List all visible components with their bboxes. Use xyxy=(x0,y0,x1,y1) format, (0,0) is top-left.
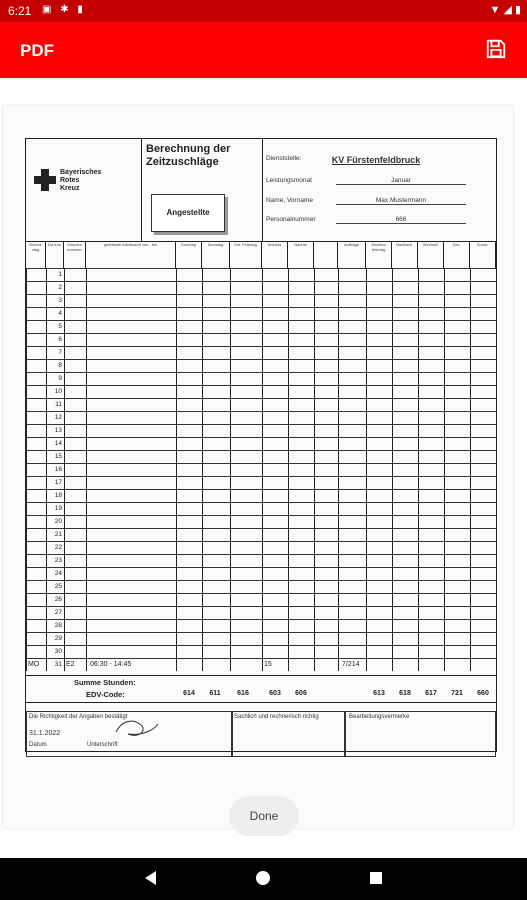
unterschrift-label: Unterschrift xyxy=(87,742,118,748)
done-button[interactable]: Done xyxy=(229,796,299,836)
pdf-page xyxy=(3,106,513,828)
column-header xyxy=(314,242,338,268)
summary-rows xyxy=(26,675,496,703)
image-icon: ▣ xyxy=(42,4,55,15)
confirmation-text: Die Richtigkeit der Angaben bestätigt xyxy=(29,714,128,720)
day-number: 6 xyxy=(58,336,62,343)
bluetooth-icon: ✱ xyxy=(60,4,72,15)
home-icon[interactable] xyxy=(256,871,270,885)
table-row xyxy=(26,437,496,438)
edv-code: 616 xyxy=(237,690,249,697)
column-header: Wochen feiertag xyxy=(366,242,392,268)
table-row xyxy=(26,424,496,425)
day-number: 19 xyxy=(54,505,62,512)
datum-label: Datum xyxy=(29,742,47,748)
grid-column-line xyxy=(86,268,87,671)
day-number: 11 xyxy=(55,401,62,408)
leistungsmonat-label: Leistungsmonat xyxy=(266,177,312,184)
name-label: Name, Vorname xyxy=(266,197,313,204)
table-row xyxy=(26,502,496,503)
last-row-time: 06:30 - 14:45 xyxy=(90,661,132,668)
system-nav-bar xyxy=(0,858,527,900)
table-row xyxy=(26,580,496,581)
last-row-note: 7/214 xyxy=(342,661,360,668)
day-number: 5 xyxy=(58,323,62,330)
signal-icon: ◢ xyxy=(503,4,512,16)
edv-code: 603 xyxy=(269,690,281,697)
day-number: 7 xyxy=(58,349,62,356)
day-number: 30 xyxy=(54,648,62,655)
column-header: Abends xyxy=(262,242,288,268)
leistungsmonat-value: Januar xyxy=(336,177,466,185)
status-time: 6:21 xyxy=(8,4,32,18)
app-bar xyxy=(0,22,527,78)
grid-column-line xyxy=(392,268,393,671)
battery-icon: ▮ xyxy=(514,4,521,16)
processing-notes-label: Bearbeitungsvermerke xyxy=(349,714,410,720)
form-footer xyxy=(26,711,496,755)
personalnummer-label: Personalnummer xyxy=(266,216,316,223)
table-row xyxy=(26,619,496,620)
verification-box xyxy=(231,711,346,757)
column-header: Zus. xyxy=(444,242,470,268)
day-number: 28 xyxy=(54,622,62,629)
table-row xyxy=(26,281,496,282)
day-number: 23 xyxy=(54,557,62,564)
dienststelle-value: KV Fürstenfeldbruck xyxy=(331,155,421,165)
table-row xyxy=(26,398,496,399)
day-number: 3 xyxy=(58,297,62,304)
table-row xyxy=(26,320,496,321)
grid-column-line xyxy=(288,268,289,671)
grid-column-line xyxy=(418,268,419,671)
day-number: 29 xyxy=(54,635,62,642)
table-row xyxy=(26,632,496,633)
day-number: 14 xyxy=(54,440,62,447)
day-number: 8 xyxy=(58,362,62,369)
column-header: Woche ntag xyxy=(26,242,46,268)
column-header: Wechsel xyxy=(418,242,444,268)
grid-column-line xyxy=(496,268,497,671)
edv-code: 611 xyxy=(209,690,221,697)
day-number: 4 xyxy=(58,310,62,317)
dienststelle-label: Dienststelle: xyxy=(266,155,302,162)
day-number: 20 xyxy=(54,518,62,525)
table-row xyxy=(26,411,496,412)
table-row xyxy=(26,554,496,555)
column-header: geleistete Arbeitszeit von - bis xyxy=(86,242,176,268)
last-row-weekday: MO xyxy=(28,661,40,668)
grid-column-line xyxy=(366,268,367,671)
table-row xyxy=(26,567,496,568)
grid-column-line xyxy=(64,268,65,671)
column-header: Nachtarb. xyxy=(392,242,418,268)
table-row xyxy=(26,645,496,646)
day-number: 9 xyxy=(58,375,62,382)
confirmation-date: 31.1.2022 xyxy=(29,730,61,737)
form-title: Berechnung der Zeitzuschläge xyxy=(146,143,231,168)
edv-code: 613 xyxy=(373,690,385,697)
column-header: Stunden nummer xyxy=(64,242,86,268)
day-number: 31 xyxy=(54,661,62,668)
grid-column-line xyxy=(338,268,339,671)
column-header: Aufträge xyxy=(338,242,366,268)
table-row xyxy=(26,385,496,386)
time-sheet-form xyxy=(25,138,497,752)
sd-card-icon: ▮ xyxy=(77,4,86,15)
table-row xyxy=(26,658,496,659)
org-name: Bayerisches Rotes Kreuz xyxy=(60,169,102,192)
status-bar xyxy=(0,0,527,22)
table-row xyxy=(26,359,496,360)
day-number: 10 xyxy=(54,388,62,395)
edv-code: 617 xyxy=(425,690,437,697)
grid-column-line xyxy=(444,268,445,671)
grid-column-line xyxy=(314,268,315,671)
column-header: Vor. Feiertag xyxy=(230,242,262,268)
grid-column-line xyxy=(26,268,27,671)
edv-code: 614 xyxy=(183,690,195,697)
table-row xyxy=(26,476,496,477)
day-number: 22 xyxy=(54,544,62,551)
table-row xyxy=(26,333,496,334)
app-title: PDF xyxy=(20,41,54,60)
grid-column-line xyxy=(202,268,203,671)
day-number: 17 xyxy=(54,479,62,486)
grid-column-line xyxy=(470,268,471,671)
day-number: 15 xyxy=(54,453,62,460)
day-number: 1 xyxy=(58,271,62,278)
last-row-hours: 15 xyxy=(264,661,272,668)
hours-grid xyxy=(26,241,496,702)
day-number: 26 xyxy=(54,596,62,603)
day-number: 21 xyxy=(54,531,62,538)
wifi-icon: ▼ xyxy=(489,4,501,16)
table-row xyxy=(26,606,496,607)
processing-notes-box xyxy=(344,711,496,757)
summe-label: Summe Stunden: xyxy=(74,678,136,687)
red-cross-icon xyxy=(34,169,56,191)
table-row xyxy=(26,541,496,542)
day-number: 2 xyxy=(58,284,62,291)
personalnummer-value: 666 xyxy=(336,216,466,224)
column-header: Nachts xyxy=(288,242,314,268)
grid-column-line xyxy=(230,268,231,671)
status-right-icons xyxy=(489,3,521,16)
table-row xyxy=(26,268,496,269)
signature-icon xyxy=(112,716,162,740)
save-icon[interactable] xyxy=(485,38,507,60)
table-row xyxy=(26,346,496,347)
day-number: 27 xyxy=(54,609,62,616)
edv-code: 606 xyxy=(295,690,307,697)
table-row xyxy=(26,307,496,308)
table-row xyxy=(26,593,496,594)
category-box: Angestellte xyxy=(151,194,225,232)
name-value: Max Mustermann xyxy=(336,197,466,205)
day-number: 12 xyxy=(54,414,62,421)
verification-text: Sachlich und rechnerisch richtig xyxy=(234,714,319,720)
confirmation-box xyxy=(26,711,233,757)
back-icon[interactable] xyxy=(145,871,156,885)
grid-column-line xyxy=(176,268,177,671)
edv-code: 660 xyxy=(477,690,489,697)
table-row xyxy=(26,294,496,295)
day-number: 18 xyxy=(54,492,62,499)
recents-icon[interactable] xyxy=(370,872,382,884)
edv-code: 721 xyxy=(451,690,463,697)
table-row xyxy=(26,489,496,490)
day-number: 25 xyxy=(54,583,62,590)
column-header: Sonntag xyxy=(176,242,202,268)
column-header: Samstag xyxy=(202,242,230,268)
day-number: 24 xyxy=(54,570,62,577)
edv-code: 618 xyxy=(399,690,411,697)
table-row xyxy=(26,528,496,529)
edv-label: EDV-Code: xyxy=(86,690,125,699)
grid-column-line xyxy=(262,268,263,671)
day-number: 13 xyxy=(54,427,62,434)
table-row xyxy=(26,463,496,464)
pdf-viewer[interactable] xyxy=(0,78,527,858)
table-row xyxy=(26,515,496,516)
status-left-icons xyxy=(42,4,86,15)
column-header: Sonst. xyxy=(470,242,496,268)
table-row xyxy=(26,372,496,373)
table-row xyxy=(26,450,496,451)
last-row-code: E2 xyxy=(66,661,75,668)
day-number: 16 xyxy=(54,466,62,473)
column-header: Da tum xyxy=(46,242,64,268)
